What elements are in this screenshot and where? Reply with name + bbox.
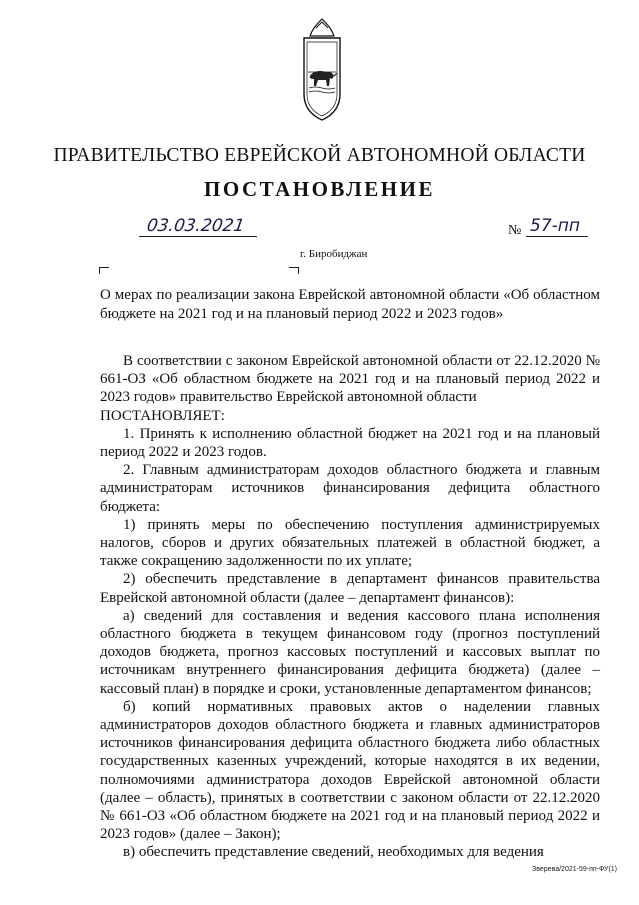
government-title: ПРАВИТЕЛЬСТВО ЕВРЕЙСКОЙ АВТОНОМНОЙ ОБЛАСТИ: [53, 145, 586, 166]
document-code: Зверева/2021-59-пп-ФУ(1): [532, 866, 617, 873]
date-underline: [139, 236, 257, 237]
number-sign: №: [508, 223, 522, 238]
resolves-heading: ПОСТАНОВЛЯЕТ:: [100, 407, 225, 424]
city-label: г. Биробиджан: [300, 248, 368, 260]
paragraph: В соответствии с законом Еврейской автономной области от 22.12.2020 № 661-ОЗ «Об областном бюджете на 2021 год и на плановый период 2022 и 2023 годов» правительство Еврейской автономной области: [100, 353, 600, 406]
document-type-title: ПОСТАНОВЛЕНИЕ: [204, 177, 435, 201]
document-body: [100, 352, 600, 862]
corner-mark-right: [289, 267, 299, 274]
coat-of-arms-icon: [296, 16, 348, 126]
handwritten-number: 57-пп: [530, 216, 580, 236]
resolution-subject: О мерах по реализации закона Еврейской автономной области «Об областном бюджете на 2021 год и на плановый период 2022 и 2023 годов»: [100, 287, 600, 322]
paragraph: 1. Принять к исполнению областной бюджет на 2021 год и на плановый период 2022 и 2023 годов.: [100, 425, 600, 461]
paragraph: 1) принять меры по обеспечению поступления администрируемых налогов, сборов и других обязательных платежей в областной бюджет, а также сокращению задолженности по их уплате;: [100, 516, 600, 570]
tiger-icon: [310, 71, 337, 86]
paragraph: б) копий нормативных правовых актов о наделении главных администраторов доходов областного бюджета и главных администраторов источников финансирования дефицита областного бюджета либо областных государственных казенных учреждений, которые находятся в их ведении, полномочиями администратора доходов Еврейской автономной области (далее – область), принятых в соответствии с законом области от 22.12.2020 № 661-ОЗ «Об областном бюджете на 2021 год и на плановый период 2022 и 2023 годов» (далее – Закон);: [100, 698, 600, 843]
paragraph: 2) обеспечить представление в департамент финансов правительства Еврейской автономной области (далее – департамент финансов):: [100, 571, 600, 606]
paragraph: в) обеспечить представление сведений, необходимых для ведения: [123, 844, 544, 861]
corner-mark-left: [99, 267, 109, 274]
paragraph: а) сведений для составления и ведения кассового плана исполнения областного бюджета в текущем финансовом году (прогноз поступлений доходов бюджета, прогноз кассовых поступлений и кассовых выплат по источникам внутреннего финансирования дефицита бюджета) (далее – кассовый план) в порядке и сроки, установленные департаментом финансов;: [100, 607, 600, 697]
paragraph: 2. Главным администраторам доходов областного бюджета и главным администраторам источников финансирования дефицита областного бюджета:: [100, 462, 600, 515]
number-underline: [526, 236, 588, 237]
handwritten-date: 03.03.2021: [145, 216, 246, 236]
